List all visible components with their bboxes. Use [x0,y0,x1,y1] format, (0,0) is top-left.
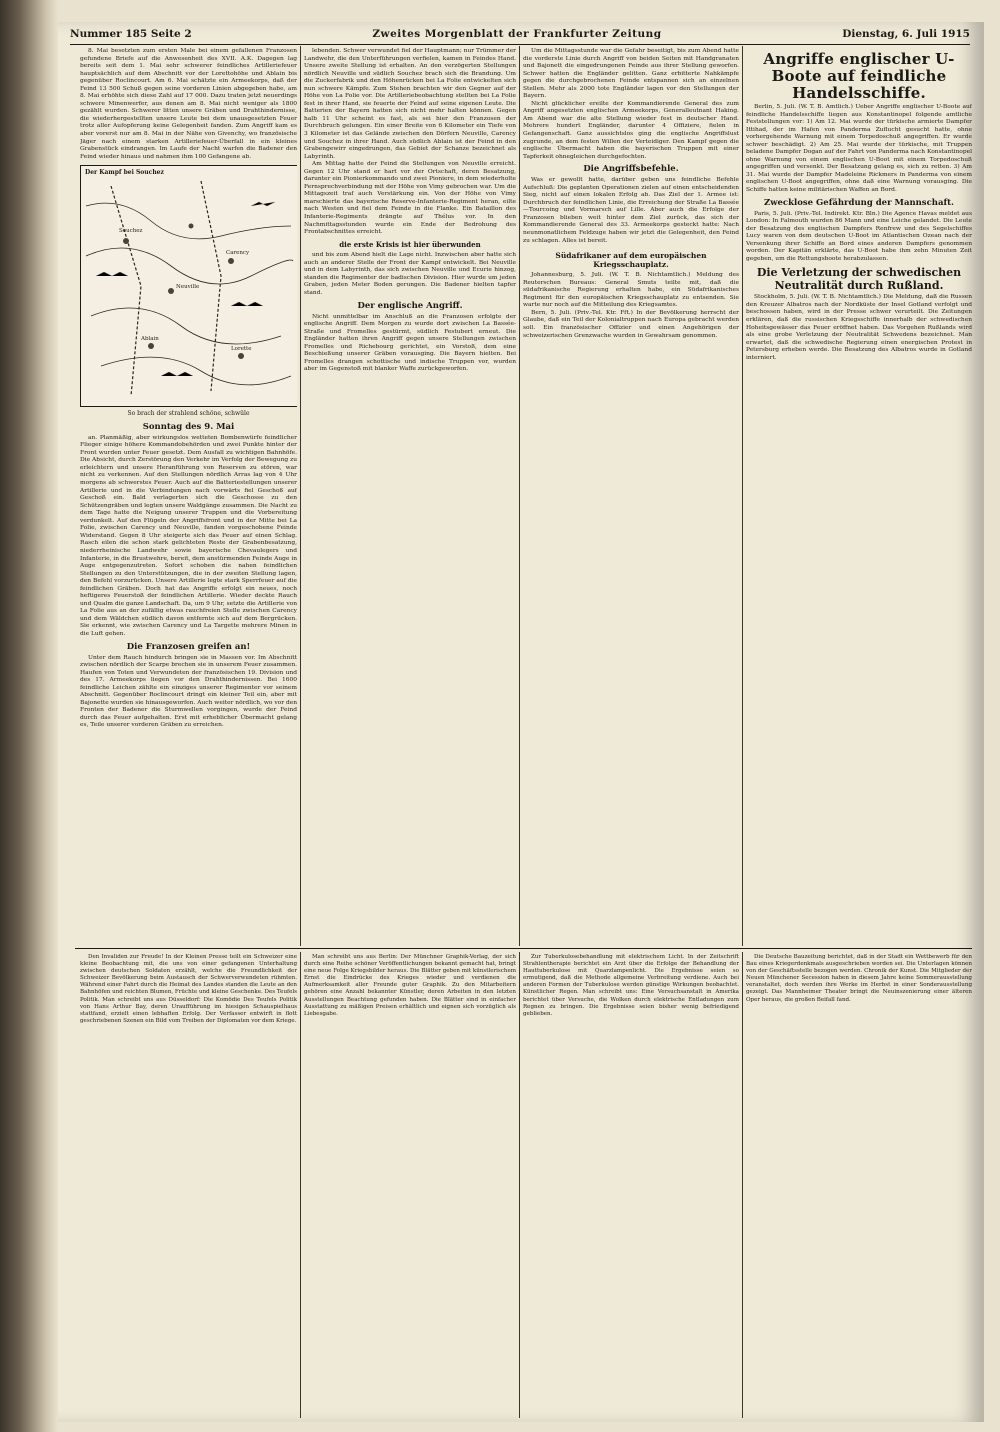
masthead [70,26,970,45]
feuilleton-text: Zur Tuberkulosebehandlung mit elektrischem Licht. In der Zeitschrift Strahlentherapie berichtet ein Arzt über die Erfolge der Behandlung der Hauttuberkulose mit Quarzlampenlicht. Die Ergebnisse seien so ermutigend, daß die Methode allgemeine Verbreitung verdiene. Auch bei anderen Formen der Tuberkulose werden günstige Wirkungen beobachtet. Künstlicher Regen. Man schreibt uns: Eine Versuchsanstalt in Amerika berichtet über Versuche, die Wolken durch elektrische Entladungen zum Regnen zu bringen. Die Ergebnisse seien bisher wenig befriedigend geblieben. [523,954,739,1017]
headline-swedish-neutrality: Die Verletzung der schwedischen Neutralität durch Rußland. [756,266,962,293]
article-text: Bern, 5. Juli. (Priv.-Tel. Ktr. Fft.) In der Bevölkerung herrscht der Glaube, daß ein Teil der Kolonialtruppen nach Europa gebracht werden soll. Ein französischer Offizier und einen Angehörigen der schweizerischen Grenzwache wurden in Gewahrsam genommen. [523,309,739,339]
column-2 [304,48,516,944]
article-text: Am Mittag hatte der Feind die Stellungen von Neuville erreicht. Gegen 12 Uhr stand er hart vor der Ortschaft, deren Besatzung, darunter ein Pionierkommando und zwei Pioniere, in dem wiederholte Fernsprechverbindung mit der Höhe von Vimy gebrochen war. Um die Mittagszeit traf auch Verstärkung ein. Von der Höhe von Vimy marschierte das bayerische Reserve-Infanterie-Regiment heran, eilte nach Westen und fiel dem Feinde in die Flanke. Ein Bataillon des Infanterie-Regiments drängte auf Thélus vor. In den Nachmittagsstunden wurde ein Ende der Bedrohung des Frontabschnittes erreicht. [304,161,516,236]
map-caption: So brach der strahlend schöne, schwüle [127,410,250,418]
column-rule [300,952,301,1418]
headline-u-boats: Angriffe englischer U-Boote auf feindliche Handelsschiffe. [763,50,955,102]
battle-map [80,165,297,407]
article-text: Paris, 5. Juli. (Priv.-Tel. Indirekt. Ktr. Bln.) Die Agence Havas meldet aus London: In Falmouth wurden 86 Mann und eine Leiche gelandet. Die Leute der Besatzung des englischen Dampfers Renfrew und des Segelschiffes Lucy waren von dem deutschen U-Boot im Atlantischen Ozean nach der Versenkung ihrer Schiffe an Bord eines anderen Dampfers genommen worden. Der Kapitän erklärte, das U-Boot habe ihm zehn Minuten Zeit gegeben, um die Rettungsboote herabzulassen. [746,210,972,262]
article-text: Um die Mittagsstunde war die Gefahr beseitigt, bis zum Abend hatte die vorderste Linie durch Angriff von beiden Seiten mit Handgranaten und Bajonett die eingedrungenen Feinde aus ihrer Stellung geworfen. Schwer hatten die Engländer gelitten. Ganz erbitterte Nahkämpfe gegen die durchgebrochenen Feinde entspannen sich an einzelnen Stellen. Mehr als 2000 tote Engländer lagen vor den Stellungen der Bayern. [523,48,739,100]
section-heading-english-attack: Der englische Angriff. [357,300,463,311]
column-rule [742,952,743,1418]
book-binding [0,0,58,1432]
feuilleton-text: Den Invaliden zur Freude! In der Kleinen Presse teilt ein Schweizer eine kleine Beobachtung mit, die uns von einer gefangenen Unterhaltung zwischen deutschen Soldaten erzählt, welche die Freundlichkeit der Schweizer Bevölkerung beim Austausch der Schwerverwundeten rühmten. Während einer Fahrt durch die Heimat des Landes standen die Leute an den Bahnhöfen und reichten Blumen, Früchte und kleine Geschenke. Des Teufels Politik. Man schreibt uns aus Düsseldorf: Die Komödie Des Teufels Politik von Hans Arthur Bay, deren Uraufführung im hiesigen Schauspielhaus stattfand, erzielt einen lebhaften Erfolg. Der Verfasser entwirft in flott geschriebenen Szenen ein Bild vom Treiben der Diplomaten vor dem Kriege. [80,954,297,1024]
newspaper-title: Zweites Morgenblatt der Frankfurter Zeitung [372,28,662,40]
column-rule [742,46,743,946]
crisis-line: die erste Krisis ist hier überwunden [339,239,481,249]
article-text: Nicht unmittelbar im Anschluß an die Franzosen erfolgte der englische Angriff. Dem Morgen zu wurde dort zwischen La Bassée-Straße und Fromelles gestürmt, südlich Festubert erneut. Die Engländer hatten ihren Angriff gegen unsere Stellungen zwischen Fromelles und Richebourg gerichtet, ein Vorstoß, dem eine Beschießung unserer Gräben vorausging. Die Bayern hielten. Bei Fromelles drangen schottische und indische Truppen vor, wurden aber im Gegenstoß mit blanker Waffe zurückgeworfen. [304,313,516,373]
map-label-souchez: Souchez [119,228,143,235]
section-heading-south-africans: Südafrikaner auf dem europäischen Kriegsschauplatz. [555,251,707,270]
map-label-neuville: Neuville [176,284,200,291]
column-rule [300,46,301,946]
article-text: Stockholm, 5. Juli. (W. T. B. Nichtamtlich.) Die Meldung, daß die Russen den Kreuzer Albatros nach der Nordküste der Insel Gotland verfolgt und beschossen haben, wird in der Presse schwer verurteilt. Die Zeitungen erklären, daß die russischen Kriegsschiffe innerhalb der schwedischen Hoheitsgewässer das Feuer eröffnet haben. Das Vorgehen Rußlands wird als eine grobe Verletzung der Neutralität Schwedens bezeichnet. Man erwartet, daß die schwedische Regierung einen energischen Protest in Petersburg erheben werde. Die Besatzung des Albatros wurde in Gotland interniert. [746,294,972,361]
issue-number: Nummer 185 Seite 2 [70,28,192,40]
column-4 [746,48,972,944]
issue-date: Dienstag, 6. Juli 1915 [842,28,970,40]
map-label-lorette: Lorette [231,346,252,353]
feuilleton-column-1 [80,954,297,1416]
map-title: Der Kampf bei Souchez [85,169,164,177]
article-text: Berlin, 5. Juli. (W. T. B. Amtlich.) Ueber Angriffe englischer U-Boote auf feindliche Handelsschiffe liegen aus Konstantinopel folgende amtliche Feststellungen vor: 1) Am 12. Mai wurde der türkische armierte Dampfer Ittihad, der im Hafen von Panderma Zuflucht gesucht hatte, ohne vorhergehende Warnung mit einem Torpedoschuß angegriffen. Er wurde schwer beschädigt. 2) Am 25. Mai wurde der türkische, mit Truppen beladene Dampfer Dogan auf der Fahrt von Panderma nach Konstantinopel ohne Warnung von einem englischen U-Boot mit einem Torpedoschuß angegriffen und versenkt. Der Besatzung gelang es, sich zu retten. 3) Am 31. Mai wurde der Dampfer Madeleine Rickmers in Panderma von einem englischen U-Boot angegriffen, ohne daß eine Warnung vorausging. Die Schiffe hatten keine militärischen Waffen an Bord. [746,104,972,194]
article-text: und bis zum Abend hielt die Lage nicht. Inzwischen aber hatte sich auch an anderer Stelle der Front der Kampf entwickelt. Bei Neuville und in dem Labyrinth, das sich zwischen Neuville und Ecurie hinzog, standen die Regimenter der badischen Division. Hier wurde um jeden Graben, jeden Meter Boden gerungen. Die Badener hielten tapfer stand. [304,252,516,296]
section-heading-sunday: Sonntag des 9. Mai [142,421,235,432]
column-1 [80,48,297,944]
article-text: Was er gewollt hatte, darüber geben uns feindliche Befehle Aufschluß: Die geplanten Operationen zielen auf einen entscheidenden Sieg, nicht auf einen lokalen Erfolg ab. Das Ziel der 1. Armee ist: Durchbruch der feindlichen Linie, die Erreichung der Straße La Bassée—Tourcoing und Vormarsch auf Lille. Aber auch die Erfolge der Franzosen blieben weit hinter dem Ziel zurück, das sich der Kommandierende General des 33. Armeekorps gesteckt hatte: Nach neunmonatlichem Feldzuge haben wir jetzt die Gelegenheit, den Feind zu schlagen. Alles ist bereit. [523,177,739,244]
map-label-carency: Carency [226,250,250,257]
feuilleton-column-3 [523,954,739,1416]
column-3 [523,48,739,944]
article-text: lebenden. Schwer verwundet fiel der Hauptmann; nur Trümmer der Landwehr, die den Unterführungen verfielen, kamen in Feindes Hand. Unsere zweite Stellung ist erhalten. An den verzögerten Stellungen nördlich Neuville und südlich Souchez brach sich die Brandung. Um die Zuckerfabrik und den Höhenrücken bei La Folie entwickelten sich nun schwere Kämpfe. Zum Stehen brachten wir den Gegner auf der Höhe von La Folie vor. Die Artilleriebeobachtung stellten bei La Folie fest in ihrer Hand, sie feuerte der Feind auf seine eigenen Leute. Die Batterien der Bayern hatten sich nicht mehr halten können. Gegen halb 11 Uhr scheint es fast, als sei hier den Franzosen der Durchbruch gelungen. Ein einer Breite von 6 Kilometer ein Tiefe von 3 Kilometer ist das Gelände zwischen den Dörfern Neuville, Carency und Souchez in ihrer Hand. Auch südlich Ablain ist der Feind in den Grabengewirr eingedrungen, das Gebiet der Schanze bezeichnet als Labyrinth. [304,48,516,160]
column-rule [519,952,520,1418]
section-heading-crew: Zwecklose Gefährdung der Mannschaft. [764,197,954,208]
article-text: Unter dem Rauch hindurch bringen sie in Massen vor. Im Abschnitt zwischen nördlich der Scarpe brechen sie in unserem Feuer zusammen. Haufen von Toten und Verwundeten der französischen 19. Division und des 17. Armeekorps liegen vor den Drahthindernissen. Bei 1600 feindliche Leichen zählte ein einziges unserer Regimenter vor seinem Abschnitt. Gegenüber Roclincourt dringt ein kleiner Teil ein, aber mit Bajonette wurden sie hinausgeworfen. Auch weiter nördlich, wo vor den Fronten der Badener die Sturmwellen vorgingen, wurde der Feind durch das Feuer aufgehalten. Erst mit erheblicher Übermacht gelang es, Teile unserer vorderen Gräben zu erreichen. [80,654,297,729]
section-heading-french-attack: Die Franzosen greifen an! [126,641,251,652]
article-text: Nicht glücklicher ereilte der Kommandierende General des zum Angriff angesetzten englischen Armeekorps, Generalleutnant Haking. Am Abend war die alte Stellung wieder fest in deutscher Hand. Mehrere hundert Engländer, darunter 4 Offiziere, fielen in Gefangenschaft. Ganz aussichtslos ging die englische Angriffslust zugrunde, an dem festen Willen der Verteidiger. Den Kampf gegen die englische Übermacht haben die bayerischen Truppen mit einer Tapferkeit ohnegleichen durchgefochten. [523,100,739,160]
article-intro: 8. Mai besetzten zum ersten Male bei einem gefallenen Franzosen gefundene Briefe auf die Anwesenheit des XVII. A.K. Dagegen lag bereits seit dem 1. Mai sehr schwerer feindliches Artilleriefeuer hauptsächlich auf dem Abschnitt vor der Lorettohöhe und Ablain bis gegenüber Roclincourt. Am 6. Mai schätzte ein Armeekorps, daß der Feind 13 500 Schuß gegen seine vorderen Linien abgegeben habe, am 8. Mai erhöhte sich diese Zahl auf 17 000. Dazu traten jetzt neuerdings schwere Minenwerfer, aus denen am 8. Mai nicht weniger als 1800 gezählt wurden. Schwerer litten unsere Gräben und Drahthindernisse, die wiederhergestellten unsere Leute bei dem unausgesetzten Feuer trotz aller Aufopferung keine Gelegenheit fanden. Zum Angriff kam es aber vorerst nur am 8. Mai in der Nähe von Givenchy, wo französische Jäger nach einem starken Artilleriefeuer-Überfall in ein kleines Grabenstück eindrangen. Im Laufe der Nacht warfen die Badener den Feind wieder hinaus und nahmen ihm 100 Gefangene ab. [80,48,297,160]
section-heading-orders: Die Angriffsbefehle. [583,164,679,175]
feuilleton-text: Die Deutsche Bauzeitung berichtet, daß in der Stadt ein Wettbewerb für den Bau eines Kriegerdenkmals ausgeschrieben worden sei. Die Unterlagen können von der Geschäftsstelle bezogen werden. Chronik der Kunst. Die Mitglieder der Neuen Münchener Secession haben in diesem Jahre keine Sommerausstellung veranstaltet, doch werden ihre Werke im Herbst in einer Sonderausstellung gezeigt. Das Mannheimer Theater bringt die Neuinszenierung einer älteren Oper heraus, die großen Beifall fand. [746,954,972,1003]
feuilleton-text: Man schreibt uns aus Berlin: Der Münchner Graphik-Verlag, der sich durch eine Reihe schöner Veröffentlichungen bekannt gemacht hat, bringt eine neue Folge Kriegsbilder heraus. Die Blätter geben mit künstlerischem Ernst die Eindrücke des Krieges wieder und verdienen die Aufmerksamkeit aller Freunde guter Graphik. Zu den Mitarbeitern gehören eine Anzahl bekannter Künstler, deren Arbeiten in den letzten Ausstellungen Beachtung gefunden haben. Die Blätter sind in einfacher Ausstattung zu mäßigen Preisen erhältlich und eignen sich vorzüglich als Liebesgabe. [304,954,516,1017]
column-rule [519,46,520,946]
map-label-ablain: Ablain [141,336,159,343]
feuilleton-column-2 [304,954,516,1416]
article-text: Johannesburg, 5. Juli. (W. T. B. Nichtamtlich.) Meldung des Reuterschen Bureaus: General Smuts teilte mit, daß die südafrikanische Regierung erhalten habe, ein Südafrikanisches Regiment für den europäischen Kriegsschauplatz zu entsenden. Sie warte nur noch auf die Mitteilung des Kriegsamtes. [523,272,739,309]
feuilleton-rule [75,948,972,949]
article-text: an. Planmäßig, aber wirkungslos wetteten Bombenwürfe feindlicher Flieger einige höhere Kommandobehörden und zwei Punkte hinter der Front wurden unter Feuer gesetzt. Dem Ausfall zu wichtigen Bahnhöfe. Die Absicht, durch Zerstörung den Verkehr im Verfolg der Bewegung zu erleichtern und unsere Heranführung von Reserven zu stören, war nicht zu verkennen. Auf den Stellungen nördlich Arras lag von 4 Uhr morgens ab schwerstes Feuer. Auch auf die Batteriestellungen unserer Artillerie und in die Verbindungen nach vorwärts fiel Geschoß auf Geschoß ein. Bald verlagerten sich die Geschosse zu den Schützengräben und legten unsere Waldgänge zusammen. Die Nacht zu dem Tage hatte die Neigung unserer Truppen und die Vorbereitung verdunkelt. Auf den Flügeln der Angriffsfront und in der Mitte bei La Folie, zwischen Carency und Neuville, fanden vorgeschobene Feinde Widerstand. Gegen 8 Uhr steigerte sich das Feuer auf einen Schlag. Rasch eilen die schon stark gelichteten Reste der Grabenbesatzung, niederrheinische Landwehr sowie bayerische Chevaulegers und Infanterie, in die Brustwehre, bereit, dem anstürmenden Feinde Auge in Auge entgegenzutreten. Sofort schoben die nahen feindlichen Stellungen zu den Unterstützungen, die in der zweiten Stellung lagen, den Befehl vorzurücken. Unsere Artillerie legte stark Sperrfeuer auf die feindlichen Gräben. Doch hat das Angriffe erfolgt ein neues, noch heftigeres Feuerstoß der feindlichen Artillerie. Wieder deckte Rauch und Qualm die ganze Landschaft. Da, um 9 Uhr, setzte die Artillerie von La Folie aus an der zufällig etwas rauchfreien Stelle zwischen Carency und dem Wäldchen südlich davon entfernte sich auf dem Bergrücken. Sie erkennt, wie zwischen Carency und La Targette mehrere Minen in die Luft gehen. [80,434,297,637]
feuilleton-column-4 [746,954,972,1416]
